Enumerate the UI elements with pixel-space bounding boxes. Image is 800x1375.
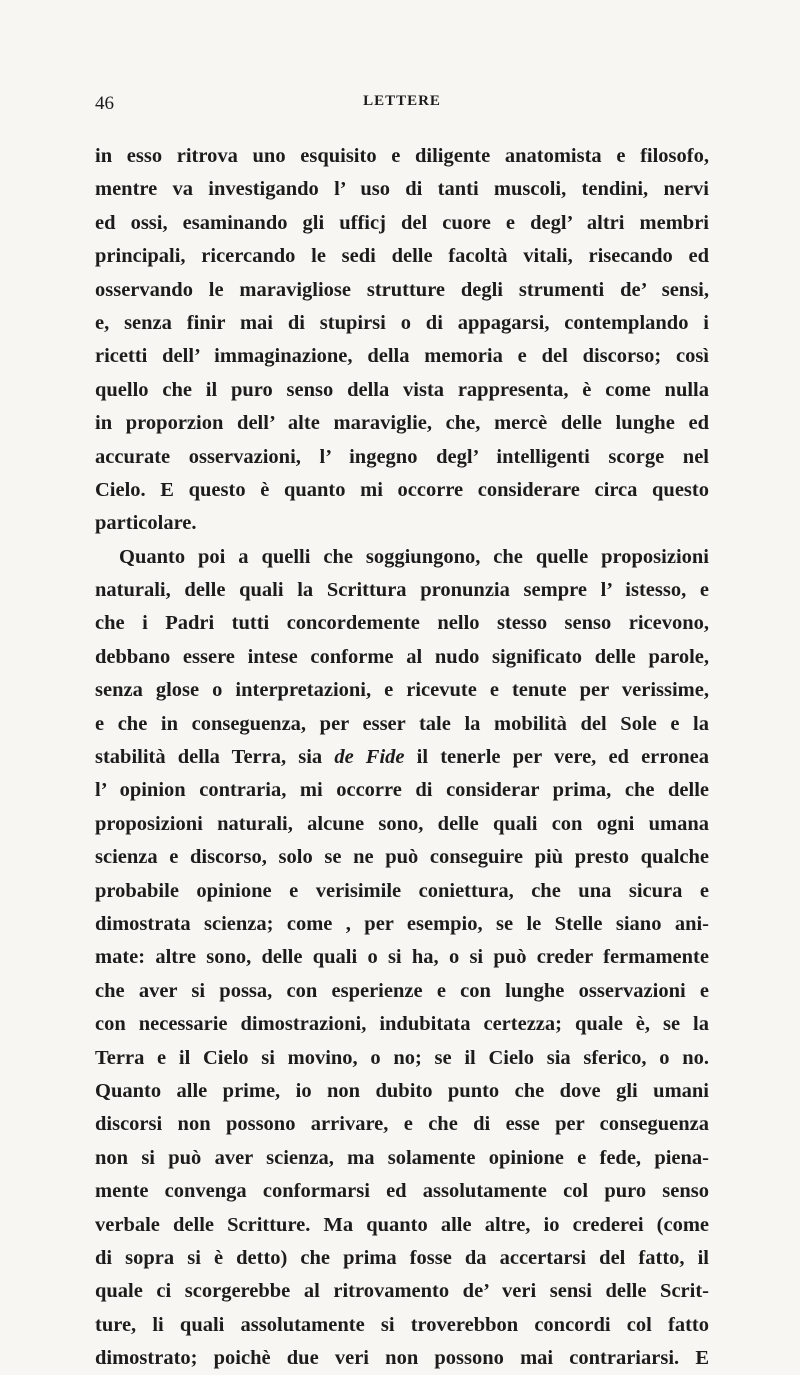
italic-phrase: de Fide xyxy=(334,746,405,769)
text-line: quello che il puro senso della vista rappresenta, è come nulla xyxy=(95,378,709,401)
text-line: Quanto alle prime, io non dubito punto che dove gli umani xyxy=(95,1079,709,1102)
text-line: ricetti dell’ immaginazione, della memoria e del discorso; così xyxy=(95,345,709,368)
text-line: particolare. xyxy=(95,512,197,535)
text-line: ture, li quali assolutamente si troverebbon concordi col fatto xyxy=(95,1313,709,1336)
text-line: di sopra si è detto) che prima fosse da accertarsi del fatto, il xyxy=(95,1246,709,1269)
text-line: ed ossi, esaminando gli ufficj del cuore e degl’ altri membri xyxy=(95,211,709,234)
text-line: non si può aver scienza, ma solamente opinione e fede, piena- xyxy=(95,1146,709,1169)
text-line: probabile opinione e verisimile coniettura, che una sicura e xyxy=(95,879,709,902)
body-text xyxy=(95,140,709,1375)
text-line-with-italic xyxy=(95,741,709,774)
text-line: Quanto poi a quelli che soggiungono, che quelle proposizioni xyxy=(119,545,709,568)
page-header xyxy=(95,93,709,123)
text-line: proposizioni naturali, alcune sono, delle quali con ogni umana xyxy=(95,812,709,835)
text-line: in esso ritrova uno esquisito e diligente anatomista e filosofo, xyxy=(95,145,709,167)
text-line: che aver si possa, con esperienze e con lunghe osservazioni e xyxy=(95,979,709,1002)
text-line: e, senza finir mai di stupirsi o di appagarsi, contemplando i xyxy=(95,311,709,334)
text-line: senza glose o interpretazioni, e ricevute e tenute per verissime, xyxy=(95,679,709,702)
text-line: dimostrato; poichè due veri non possono mai contrariarsi. E xyxy=(95,1347,709,1370)
text-line: discorsi non possono arrivare, e che di esse per conseguenza xyxy=(95,1113,709,1136)
text-line: scienza e discorso, solo se ne può conseguire più presto qualche xyxy=(95,846,709,869)
text-line: mate: altre sono, delle quali o si ha, o si può creder fermamente xyxy=(95,946,709,969)
text-line: mentre va investigando l’ uso di tanti muscoli, tendini, nervi xyxy=(95,178,709,201)
text-line: l’ opinion contraria, mi occorre di considerar prima, che delle xyxy=(95,779,709,802)
text-line: e che in conseguenza, per esser tale la mobilità del Sole e la xyxy=(95,712,709,735)
text-line: con necessarie dimostrazioni, indubitata certezza; quale è, se la xyxy=(95,1013,709,1036)
text-line: in proporzion dell’ alte maraviglie, che, mercè delle lunghe ed xyxy=(95,412,709,435)
text-line: verbale delle Scritture. Ma quanto alle altre, io crederei (come xyxy=(95,1213,709,1236)
page-number: 46 xyxy=(95,93,114,114)
text-line: osservando le maravigliose strutture degli strumenti de’ sensi, xyxy=(95,278,709,301)
text-line: dimostrata scienza; come , per esempio, se le Stelle siano ani- xyxy=(95,912,709,935)
text-line: che i Padri tutti concordemente nello stesso senso ricevono, xyxy=(95,612,709,635)
text-line: naturali, delle quali la Scrittura pronunzia sempre l’ istesso, e xyxy=(95,579,709,602)
text-line: principali, ricercando le sedi delle facoltà vitali, risecando ed xyxy=(95,245,709,268)
text-line: Cielo. E questo è quanto mi occorre considerare circa questo xyxy=(95,478,709,501)
text-line: debbano essere intese conforme al nudo significato delle parole, xyxy=(95,645,709,668)
text-line: mente convenga conformarsi ed assolutamente col puro senso xyxy=(95,1180,709,1203)
text-line: quale ci scorgerebbe al ritrovamento de’ veri sensi delle Scrit- xyxy=(95,1280,709,1303)
text-line: Terra e il Cielo si movino, o no; se il Cielo sia sferico, o no. xyxy=(95,1046,709,1069)
text-segment: stabilità della Terra, sia xyxy=(95,746,323,769)
text-segment: il tenerle per vere, ed erronea xyxy=(416,746,709,769)
running-title: LETTERE xyxy=(363,93,441,109)
text-line: accurate osservazioni, l’ ingegno degl’ intelligenti scorge nel xyxy=(95,445,709,468)
